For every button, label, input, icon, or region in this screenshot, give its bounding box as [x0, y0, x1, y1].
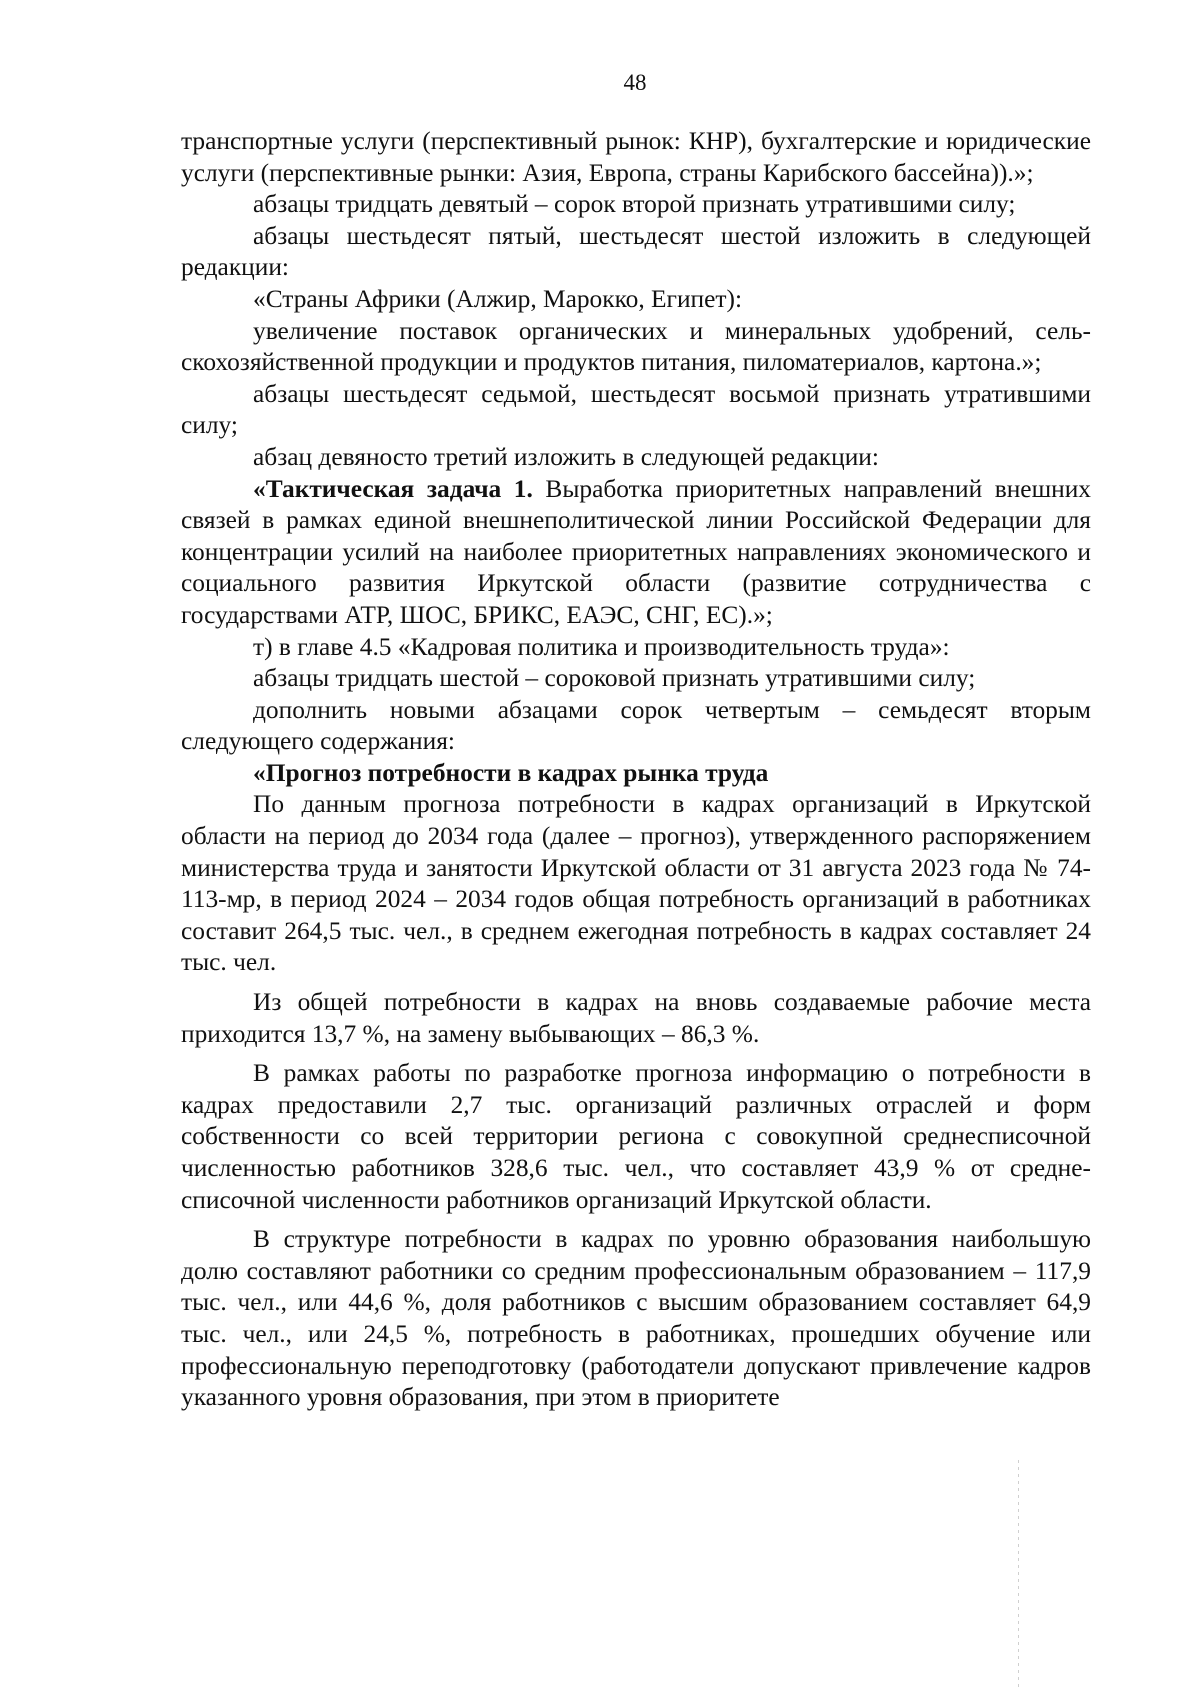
paragraph: В структуре потребности в кадрах по уровню образования наибольшую долю составляют работники со средним профессиональным образованием – 117,9 тыс. чел., или 44,6 %, доля работников с высшим образованием составляет 64,9 тыс. чел., или 24,5 %, потребность в работниках, прошедших обучение или профессиональную переподготовку (работодатели допускают привлечение кадров указанного уровня образования, при этом в приоритете	[181, 1225, 1091, 1412]
section-heading-text: «Прогноз потребности в кадрах рынка труда	[253, 758, 769, 787]
paragraph: транспортные услуги (перспективный рынок: КНР), бухгалтерские и юридические услуги (перспективные рынки: Азия, Европа, страны Карибского бассейна)).»;	[181, 127, 1091, 187]
paragraph: «Страны Африки (Алжир, Марокко, Египет):	[253, 284, 743, 313]
section-heading	[181, 758, 1091, 790]
paragraph: увеличение поставок органических и минеральных удобрений, сельскохозяйственной продукции и продуктов питания, пиломатериалов, картона.»;	[181, 316, 1091, 377]
tactical-task-heading: «Тактическая задача 1.	[253, 474, 533, 503]
paragraph: дополнить новыми абзацами сорок четвертым – семьдесят вторым следующего содержания:	[181, 695, 1091, 756]
tactical-task-paragraph	[181, 474, 1091, 632]
scan-artifact-line	[1018, 1460, 1019, 1690]
paragraph: абзацы тридцать девятый – сорок второй признать утратившими силу;	[253, 190, 1016, 219]
paragraph: абзац девяносто третий изложить в следующей редакции:	[253, 442, 879, 471]
paragraph: абзацы шестьдесят седьмой, шестьдесят восьмой признать утратившими силу;	[181, 379, 1091, 440]
paragraph: Из общей потребности в кадрах на вновь создаваемые рабочие места приходится 13,7 %, на замену выбывающих – 86,3 %.	[181, 988, 1091, 1048]
paragraph: абзацы шестьдесят пятый, шестьдесят шестой изложить в следующей редакции:	[181, 221, 1091, 282]
paragraph: По данным прогноза потребности в кадрах организаций в Иркутской области на период до 2034 года (далее – прогноз), утвержденного распоряжением министерства труда и занятости Иркутской области от 31 августа 2023 года № 74-113-мр, в период 2024 – 2034 годов общая потребность организаций в работниках составит 264,5 тыс. чел., в среднем ежегодная потребность в кадрах составляет 24 тыс. чел.	[181, 790, 1091, 977]
page-number: 48	[623, 70, 647, 95]
tactical-task-text: Выработка приоритетных направлений внешних связей в рамках единой внешнеполитической линии Российской Федерации для концентрации усилий на наиболее приоритетных направлениях экономического и социального развития Иркутской области (развитие сотрудничества с государствами АТР, ШОС, БРИКС, ЕАЭС, СНГ, ЕС).»;	[181, 474, 1091, 629]
paragraph: В рамках работы по разработке прогноза информацию о потребности в кадрах предоставили 2,7 тыс. организаций различных отраслей и форм собственности со всей территории региона с совокупной среднесписочной численностью работников 328,6 тыс. чел., что составляет 43,9 % от среднесписочной численности работников организаций Иркутской области.	[181, 1059, 1091, 1214]
paragraph: абзацы тридцать шестой – сороковой признать утратившими силу;	[253, 664, 976, 693]
paragraph: т) в главе 4.5 «Кадровая политика и производительность труда»:	[253, 632, 950, 661]
document-body	[181, 126, 1091, 1414]
